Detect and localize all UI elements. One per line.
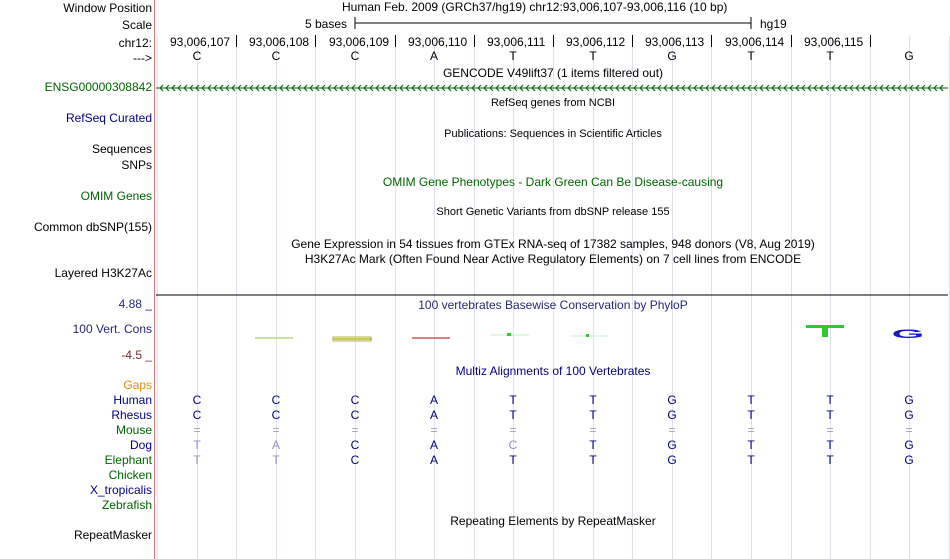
label-cons[interactable]: 100 Vert. Cons — [72, 322, 152, 336]
label-cons-max: 4.88 _ — [118, 297, 152, 311]
reference-base: T — [589, 49, 597, 63]
repeatmasker-track-title: Repeating Elements by RepeatMasker — [450, 514, 656, 528]
label-sequences[interactable]: Sequences — [91, 142, 152, 156]
species-label[interactable]: X_tropicalis — [89, 483, 152, 497]
alignment-base: = — [826, 423, 834, 437]
alignment-base: G — [667, 408, 677, 422]
reference-base: A — [429, 49, 438, 63]
alignment-base: = — [351, 423, 359, 437]
alignment-base: T — [747, 438, 755, 452]
species-label[interactable]: Chicken — [108, 468, 152, 482]
phylop-track-title: 100 vertebrates Basewise Conservation by PhyloP — [418, 298, 688, 312]
label-repeatmasker[interactable]: RepeatMasker — [73, 528, 152, 542]
alignment-base: T — [826, 453, 834, 467]
alignment-base: T — [589, 393, 597, 407]
alignment-base: C — [350, 438, 360, 452]
alignment-base: = — [747, 423, 755, 437]
alignment-base: T — [589, 453, 597, 467]
label-chrom: chr12: — [118, 36, 152, 50]
alignment-base: C — [192, 408, 202, 422]
label-scale: Scale — [121, 18, 152, 32]
ruler-coordinate: 93,006,112 — [566, 35, 626, 49]
ruler-coordinate: 93,006,108 — [249, 35, 310, 49]
assembly-label: hg19 — [760, 17, 787, 31]
alignment-base: = — [905, 423, 913, 437]
label-cons-min: -4.5 _ — [121, 348, 152, 362]
h3k27ac-track-title: H3K27Ac Mark (Often Found Near Active Regulatory Elements) on 7 cell lines from ENCODE — [304, 252, 802, 266]
reference-base: T — [826, 49, 834, 63]
alignment-base: = — [589, 423, 597, 437]
species-label[interactable]: Rhesus — [111, 408, 152, 422]
alignment-base: G — [904, 393, 914, 407]
ruler-coordinate: 93,006,111 — [487, 35, 546, 49]
alignment-base: C — [271, 408, 281, 422]
reference-base: C — [192, 49, 202, 63]
alignment-base: T — [589, 438, 597, 452]
label-window-position: Window Position — [63, 1, 152, 15]
ruler-coordinate: 93,006,114 — [725, 35, 785, 49]
alignment-base: T — [509, 408, 517, 422]
dbsnp-track-title: Short Genetic Variants from dbSNP release 155 — [436, 206, 670, 218]
ruler-coordinate: 93,006,113 — [645, 35, 705, 49]
alignment-base: A — [429, 438, 438, 452]
alignment-base: T — [747, 453, 755, 467]
alignment-base: T — [193, 438, 201, 452]
alignment-base: C — [192, 393, 202, 407]
alignment-base: T — [826, 393, 834, 407]
ruler-coordinate: 93,006,109 — [329, 35, 390, 49]
reference-base: C — [271, 49, 281, 63]
alignment-base: T — [826, 408, 834, 422]
window-position-text: Human Feb. 2009 (GRCh37/hg19) chr12:93,006,107-93,006,116 (10 bp) — [342, 0, 728, 14]
label-refseq[interactable]: RefSeq Curated — [65, 111, 152, 125]
ruler-coordinate: 93,006,110 — [408, 35, 468, 49]
alignment-base: T — [509, 453, 517, 467]
alignment-base: T — [272, 453, 280, 467]
alignment-base: A — [429, 393, 438, 407]
alignment-base: C — [508, 438, 518, 452]
label-omim[interactable]: OMIM Genes — [80, 189, 152, 203]
reference-base: T — [747, 49, 755, 63]
ruler-coordinate: 93,006,115 — [804, 35, 864, 49]
alignment-base: G — [904, 438, 914, 452]
alignment-base: T — [747, 393, 755, 407]
alignment-base: G — [667, 438, 677, 452]
alignment-base: C — [350, 453, 360, 467]
alignment-base: G — [904, 408, 914, 422]
reference-base: C — [350, 49, 360, 63]
alignment-base: = — [668, 423, 676, 437]
alignment-base: A — [271, 438, 280, 452]
alignment-base: G — [667, 453, 677, 467]
label-ensg[interactable]: ENSG00000308842 — [44, 80, 152, 94]
gencode-track-title: GENCODE V49lift37 (1 items filtered out) — [442, 66, 664, 80]
alignment-base: T — [509, 393, 517, 407]
alignment-base: T — [589, 408, 597, 422]
alignment-base: A — [429, 408, 438, 422]
svg-text:G: G — [891, 327, 925, 341]
refseq-track-title: RefSeq genes from NCBI — [490, 97, 616, 109]
alignment-base: = — [430, 423, 438, 437]
alignment-base: = — [272, 423, 280, 437]
alignment-base: A — [429, 453, 438, 467]
scale-bar-label: 5 bases — [305, 17, 348, 31]
alignment-base: C — [271, 393, 281, 407]
publications-track-title: Publications: Sequences in Scientific Articles — [444, 128, 662, 140]
alignment-base: C — [350, 393, 360, 407]
alignment-base: T — [747, 408, 755, 422]
multiz-track-title: Multiz Alignments of 100 Vertebrates — [455, 364, 651, 378]
alignment-base: T — [826, 438, 834, 452]
alignment-base: = — [509, 423, 517, 437]
label-strand[interactable]: ---> — [133, 51, 152, 65]
ruler-coordinate: 93,006,107 — [170, 35, 231, 49]
reference-base: G — [904, 49, 914, 63]
species-label[interactable]: Mouse — [115, 423, 152, 437]
alignment-base: = — [193, 423, 201, 437]
label-gaps[interactable]: Gaps — [123, 378, 152, 392]
omim-track-title: OMIM Gene Phenotypes - Dark Green Can Be Disease-causing — [382, 175, 724, 189]
label-snps[interactable]: SNPs — [121, 158, 152, 172]
alignment-base: T — [193, 453, 201, 467]
species-label[interactable]: Elephant — [104, 453, 152, 467]
alignment-base: G — [667, 393, 677, 407]
species-label[interactable]: Human — [113, 393, 152, 407]
alignment-base: G — [904, 453, 914, 467]
label-dbsnp[interactable]: Common dbSNP(155) — [33, 220, 152, 234]
species-label[interactable]: Dog — [129, 438, 152, 452]
label-h3k27ac[interactable]: Layered H3K27Ac — [54, 266, 152, 280]
reference-base: T — [509, 49, 517, 63]
species-label[interactable]: Zebrafish — [101, 498, 152, 512]
gtex-track-title: Gene Expression in 54 tissues from GTEx RNA-seq of 17382 samples, 948 donors (V8, Aug 2019) — [291, 237, 815, 251]
reference-base: G — [667, 49, 677, 63]
alignment-base: C — [350, 408, 360, 422]
